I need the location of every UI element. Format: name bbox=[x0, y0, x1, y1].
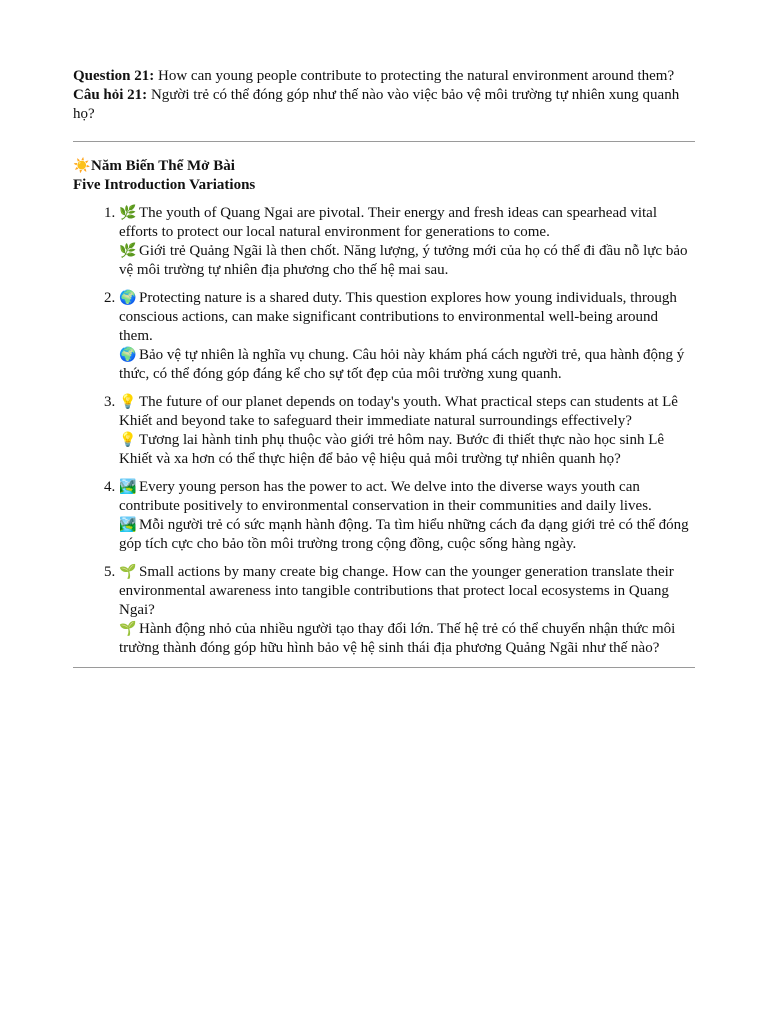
variation-item-3 bbox=[119, 393, 695, 469]
variation-item-2 bbox=[119, 289, 695, 384]
variation-item-4 bbox=[119, 478, 695, 554]
variations-list bbox=[73, 204, 695, 658]
variation-1-vietnamese bbox=[119, 242, 695, 280]
landscape-photo-icon: 🏞️ bbox=[119, 518, 137, 533]
globe-icon: 🌍 bbox=[119, 291, 137, 306]
question-block bbox=[73, 67, 695, 124]
question-vietnamese-text: Người trẻ có thể đóng góp như thế nào vào việc bảo vệ môi trường tự nhiên xung quanh họ? bbox=[73, 87, 680, 122]
seedling-icon: 🌱 bbox=[119, 622, 137, 637]
question-vietnamese-label: Câu hỏi 21: bbox=[73, 87, 148, 103]
variation-2-english bbox=[119, 289, 695, 346]
landscape-photo-icon: 🏞️ bbox=[119, 480, 137, 495]
question-english bbox=[73, 67, 695, 86]
variation-2-vietnamese-text: Bảo vệ tự nhiên là nghĩa vụ chung. Câu hỏi này khám phá cách người trẻ, qua hành động ý thức, có thể đóng góp đáng kể cho sự tốt đẹp của môi trường xung quanh. bbox=[119, 347, 685, 382]
herb-icon: 🌿 bbox=[119, 206, 137, 221]
variation-4-vietnamese-text: Mỗi người trẻ có sức mạnh hành động. Ta tìm hiểu những cách đa dạng giới trẻ có thể đóng góp tích cực cho bảo tồn môi trường trong cộng đồng, cuộc sống hàng ngày. bbox=[119, 517, 689, 552]
bottom-divider bbox=[73, 667, 695, 668]
variation-3-english-text: The future of our planet depends on today's youth. What practical steps can students at Lê Khiết and beyond take to safeguard their immediate natural surroundings effectively? bbox=[119, 394, 678, 429]
section-title-vi-text: Năm Biến Thể Mở Bài bbox=[91, 158, 235, 174]
variation-5-vietnamese bbox=[119, 620, 695, 658]
variation-1-english bbox=[119, 204, 695, 242]
light-bulb-icon: 💡 bbox=[119, 433, 137, 448]
question-english-label: Question 21: bbox=[73, 68, 155, 84]
light-bulb-icon: 💡 bbox=[119, 395, 137, 410]
variation-1-vietnamese-text: Giới trẻ Quảng Ngãi là then chốt. Năng lượng, ý tưởng mới của họ có thể đi đầu nỗ lực bảo vệ môi trường tự nhiên địa phương cho thế hệ mai sau. bbox=[119, 243, 688, 278]
section-heading bbox=[73, 157, 695, 195]
variation-3-vietnamese-text: Tương lai hành tinh phụ thuộc vào giới trẻ hôm nay. Bước đi thiết thực nào học sinh Lê Khiết và xa hơn có thể thực hiện để bảo vệ hiệu quả môi trường tự nhiên quanh họ? bbox=[119, 432, 665, 467]
variation-5-english bbox=[119, 563, 695, 620]
sun-icon: ☀️ bbox=[73, 159, 91, 174]
variation-3-vietnamese bbox=[119, 431, 695, 469]
variation-5-vietnamese-text: Hành động nhỏ của nhiều người tạo thay đổi lớn. Thế hệ trẻ có thể chuyển nhận thức môi trường thành đóng góp hữu hình bảo vệ hệ sinh thái địa phương Quảng Ngãi như thế nào? bbox=[119, 621, 676, 656]
question-vietnamese bbox=[73, 86, 695, 124]
top-divider bbox=[73, 141, 695, 142]
variation-4-vietnamese bbox=[119, 516, 695, 554]
herb-icon: 🌿 bbox=[119, 244, 137, 259]
variation-2-vietnamese bbox=[119, 346, 695, 384]
question-english-text: How can young people contribute to protecting the natural environment around them? bbox=[158, 68, 675, 84]
variation-item-5 bbox=[119, 563, 695, 658]
globe-icon: 🌍 bbox=[119, 348, 137, 363]
variation-5-english-text: Small actions by many create big change. How can the younger generation translate their environmental awareness into tangible contributions that protect local ecosystems in Quang Ngai? bbox=[119, 564, 674, 618]
variation-4-english-text: Every young person has the power to act. We delve into the diverse ways youth can contribute positively to environmental conservation in their communities and daily lives. bbox=[119, 479, 652, 514]
variation-2-english-text: Protecting nature is a shared duty. This question explores how young individuals, through conscious actions, can make significant contributions to environmental well-being around them. bbox=[119, 290, 677, 344]
variation-1-english-text: The youth of Quang Ngai are pivotal. Their energy and fresh ideas can spearhead vital efforts to protect our local natural environment for generations to come. bbox=[119, 205, 658, 240]
variation-item-1 bbox=[119, 204, 695, 280]
document-page bbox=[73, 0, 695, 668]
section-title-english: Five Introduction Variations bbox=[73, 177, 256, 193]
variation-3-english bbox=[119, 393, 695, 431]
seedling-icon: 🌱 bbox=[119, 565, 137, 580]
section-title-vietnamese bbox=[73, 157, 695, 176]
variation-4-english bbox=[119, 478, 695, 516]
